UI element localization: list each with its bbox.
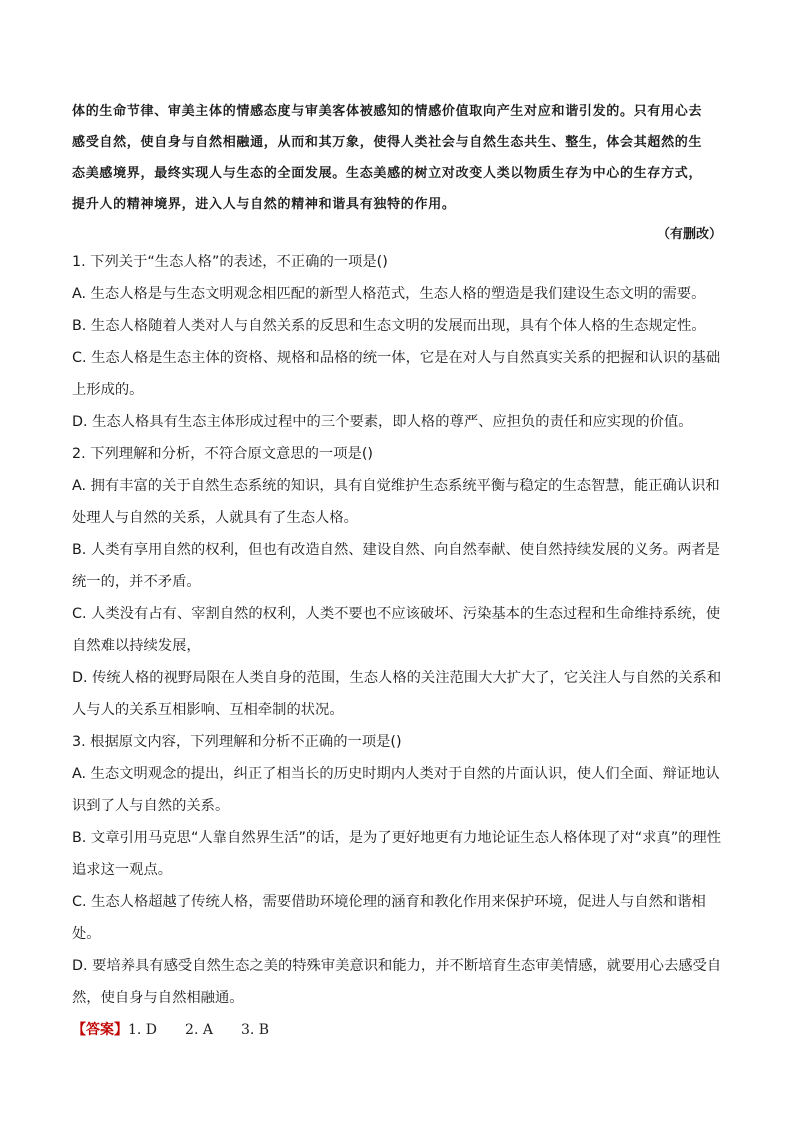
passage-line: 体的生命节律、审美主体的情感态度与审美客体被感知的情感价值取向产生对应和谐引发的。只有用心去 — [72, 104, 703, 119]
option-a: A. 生态文明观念的提出，纠正了相当长的历史时期内人类对于自然的片面认识，使人们全面、辩证地认识到了人与自然的关系。 — [72, 766, 720, 814]
option-c: C. 人类没有占有、宰割自然的权利，人类不要也不应该破坏、污染基本的生态过程和生命维持系统，使自然难以持续发展， — [72, 606, 721, 654]
passage-line: 提升人的精神境界，进入人与自然的精神和谐具有独特的作用。 — [72, 197, 456, 212]
option-a: A. 生态人格是与生态文明观念相匹配的新型人格范式，生态人格的塑造是我们建设生态文明的需要。 — [72, 286, 706, 302]
option-c: C. 生态人格超越了传统人格，需要借助环境伦理的涵育和教化作用来保护环境，促进人与自然和谐相处。 — [72, 894, 706, 942]
source-note: （有删改） — [656, 227, 722, 242]
question-3 — [72, 726, 722, 1014]
answer-label: 【答案】 — [72, 1022, 128, 1038]
answer-line — [72, 1016, 722, 1044]
question-title: 2. 下列理解和分析，不符合原文意思的一项是() — [72, 446, 373, 462]
question-title: 3. 根据原文内容，下列理解和分析不正确的一项是() — [72, 734, 402, 750]
question-1 — [72, 246, 722, 438]
option-b: B. 人类有享用自然的权利，但也有改造自然、建设自然、向自然奉献、使自然持续发展的义务。两者是统一的，并不矛盾。 — [72, 542, 720, 590]
passage-line: 感受自然，使自身与自然相融通，从而和其万象，使得人类社会与自然生态共生、整生，体会其超然的生 — [72, 135, 703, 150]
option-b: B. 生态人格随着人类对人与自然关系的反思和生态文明的发展而出现，具有个体人格的生态规定性。 — [72, 318, 706, 334]
option-d: D. 生态人格具有生态主体形成过程中的三个要素，即人格的尊严、应担负的责任和应实现的价值。 — [72, 414, 693, 430]
option-a: A. 拥有丰富的关于自然生态系统的知识，具有自觉维护生态系统平衡与稳定的生态智慧，能正确认识和处理人与自然的关系，人就具有了生态人格。 — [72, 478, 720, 526]
passage-text — [72, 96, 722, 220]
option-b: B. 文章引用马克思“人靠自然界生活”的话，是为了更好地更有力地论证生态人格体现了对“求真”的理性追求这一观点。 — [72, 830, 721, 878]
passage-line: 态美感境界，最终实现人与生态的全面发展。生态美感的树立对改变人类以物质生存为中心的生存方式， — [72, 166, 703, 181]
option-d: D. 要培养具有感受自然生态之美的特殊审美意识和能力，并不断培育生态审美情感，就要用心去感受自然，使自身与自然相融通。 — [72, 958, 722, 1006]
option-d: D. 传统人格的视野局限在人类自身的范围，生态人格的关注范围大大扩大了，它关注人与自然的关系和人与人的关系互相影响、互相牵制的状况。 — [72, 670, 722, 718]
option-c: C. 生态人格是生态主体的资格、规格和品格的统一体，它是在对人与自然真实关系的把握和认识的基础上形成的。 — [72, 350, 721, 398]
answer-values: 1. D 2. A 3. B — [128, 1022, 270, 1038]
question-title: 1. 下列关于“生态人格”的表述，不正确的一项是() — [72, 254, 388, 270]
question-2 — [72, 438, 722, 726]
